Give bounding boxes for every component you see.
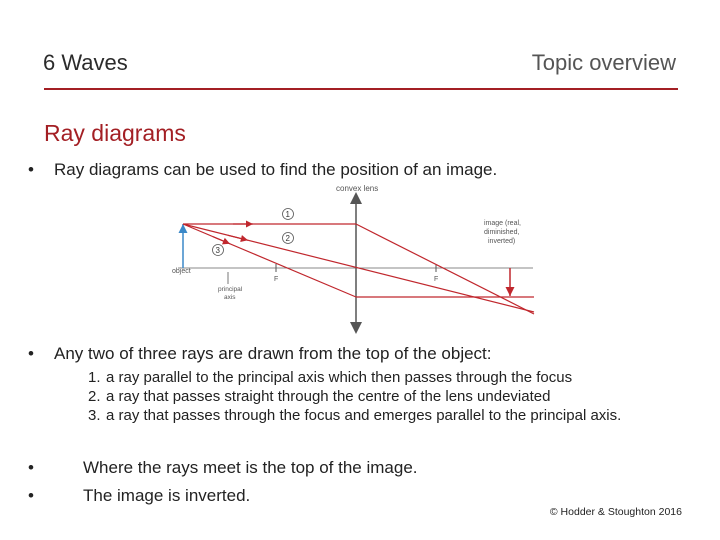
ray-diagram-svg [168,184,540,334]
focus-label-left: F [274,276,279,283]
bullet-text: Where the rays meet is the top of the image. [83,458,418,477]
list-item [88,406,688,425]
image-label-line-2: diminished, [484,229,520,236]
header-topic-label: Topic overview [531,50,676,75]
header-divider [44,88,678,90]
principal-axis-label-line-2: axis [224,294,236,301]
list-text: a ray that passes through the focus and emerges parallel to the principal axis. [106,407,622,424]
bullet-item [28,160,497,180]
slide-title: Ray diagrams [44,120,186,146]
bullet-item [28,344,492,364]
list-number: 1. [88,369,101,386]
bullet-glyph: • [28,486,34,505]
numbered-list [88,368,688,425]
bullet-item [28,486,250,506]
bullet-glyph: • [28,160,34,179]
list-number: 2. [88,388,101,405]
ray-2-arrow [228,235,248,240]
bullet-glyph: • [28,458,34,477]
bullet-glyph: • [28,344,34,363]
list-item [88,368,688,387]
ray-3-number: 3 [215,246,220,255]
bullet-text: The image is inverted. [83,486,251,505]
copyright-notice: © Hodder & Stoughton 2016 [549,506,682,518]
bullet-text: Any two of three rays are drawn from the top of the object: [54,344,492,363]
bullet-text: Ray diagrams can be used to find the position of an image. [54,160,498,179]
list-text: a ray that passes straight through the centre of the lens undeviated [106,388,551,405]
focus-label-right: F [434,276,439,283]
ray-3-arrow [213,237,230,244]
bullet-item [28,458,418,478]
list-item [88,387,688,406]
list-text: a ray parallel to the principal axis which then passes through the focus [106,369,573,386]
ray-diagram [168,184,540,339]
ray-1-number: 1 [285,210,290,219]
object-label: object [172,268,191,275]
lens-label: convex lens [336,184,379,193]
image-label-line-1: image (real, [484,220,521,227]
image-label-line-3: inverted) [488,238,516,245]
list-number: 3. [88,407,101,424]
ray-2-number: 2 [285,234,290,243]
principal-axis-label-line-1: principal [218,286,243,293]
header-section-title: 6 Waves [43,50,128,75]
